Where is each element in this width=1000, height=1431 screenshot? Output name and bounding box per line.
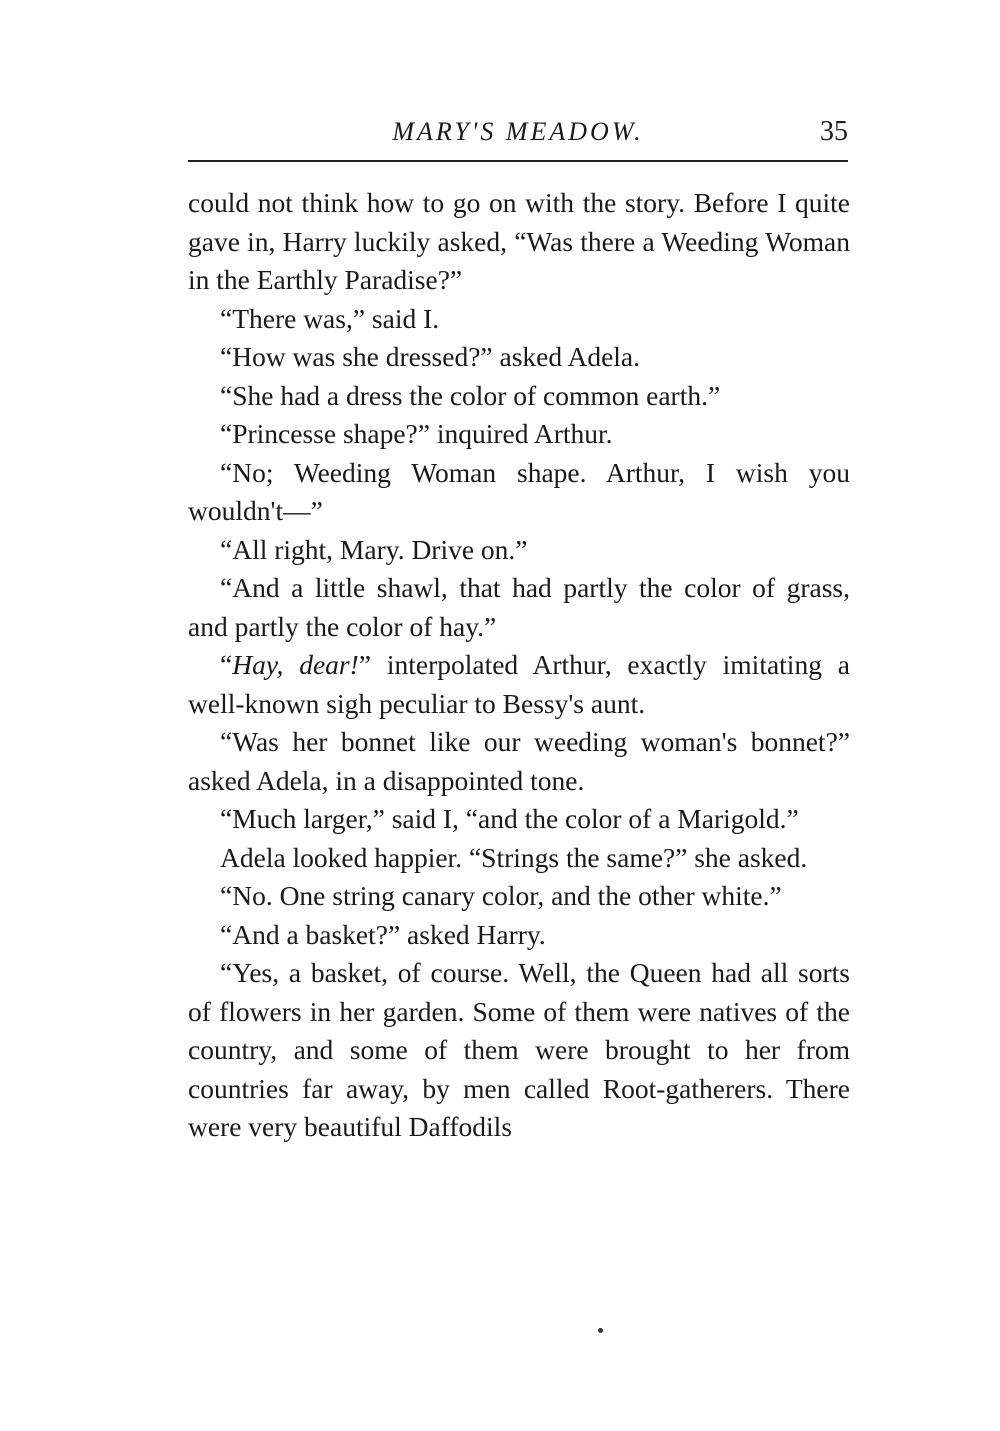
paragraph: “How was she dressed?” asked Adela. bbox=[220, 341, 640, 372]
body-text bbox=[188, 184, 850, 1147]
paragraph bbox=[188, 646, 850, 723]
paragraph: “Yes, a basket, of course. Well, the Queen had all sorts of flowers in her garden. Some of them were natives of the country, and some of them were brought to her from countries far away, by men called Root-gatherers. There were very beautiful Daffodils bbox=[188, 957, 850, 1142]
paragraph: “All right, Mary. Drive on.” bbox=[220, 533, 528, 565]
paragraph: “No. One string canary color, and the other white.” bbox=[220, 880, 782, 911]
paragraph: “And a basket?” asked Harry. bbox=[220, 918, 546, 950]
paragraph: “And a little shawl, that had partly the color of grass, and partly the color of hay.” bbox=[188, 572, 850, 642]
paragraph: “She had a dress the color of common earth.” bbox=[220, 379, 721, 411]
paragraph: Adela looked happier. “Strings the same?” she asked. bbox=[220, 841, 808, 873]
paragraph: “No; Weeding Woman shape. Arthur, I wish you wouldn't—” bbox=[188, 456, 850, 526]
paragraph: “Princesse shape?” inquired Arthur. bbox=[220, 418, 613, 449]
paragraph-rest: ” interpolated Arthur, exactly imitating a well-known sigh peculiar to Bessy's aunt. bbox=[188, 649, 850, 719]
paragraph: “Was her bonnet like our weeding woman's bonnet?” asked Adela, in a disappointed tone. bbox=[188, 726, 850, 796]
paragraph: “Much larger,” said I, “and the color of a Marigold.” bbox=[220, 803, 799, 834]
ink-speck bbox=[598, 1328, 603, 1333]
paragraph: “There was,” said I. bbox=[220, 302, 440, 334]
header-rule bbox=[188, 160, 848, 162]
running-title: MARY'S MEADOW. bbox=[392, 117, 644, 146]
page-number: 35 bbox=[820, 116, 848, 147]
page-header bbox=[188, 112, 848, 152]
quote-open: “ bbox=[220, 649, 233, 680]
italic-exclamation: Hay, dear! bbox=[232, 649, 359, 680]
paragraph: could not think how to go on with the story. Before I quite gave in, Harry luckily asked, “Was there a Weeding Woman in the Earthly Paradise?” bbox=[188, 187, 850, 295]
